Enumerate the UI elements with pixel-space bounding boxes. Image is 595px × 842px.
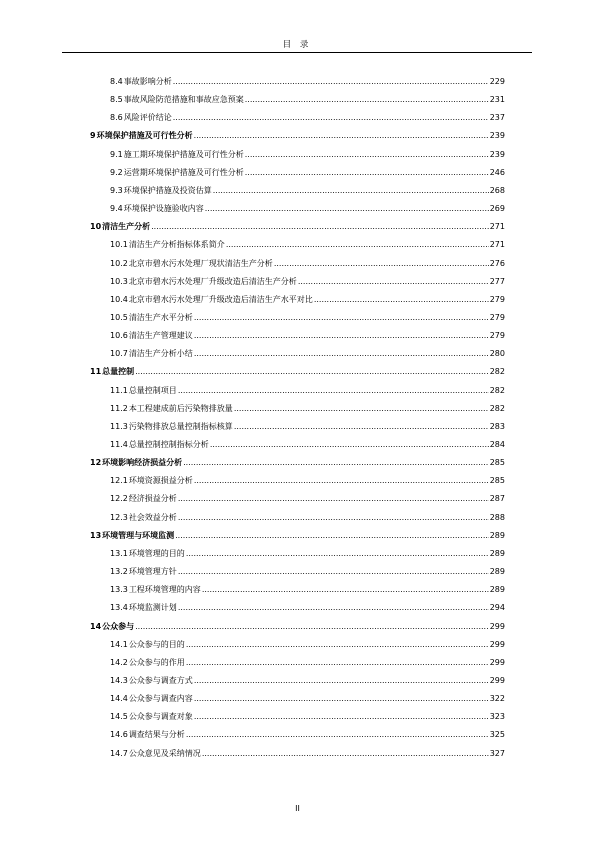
toc-entry-title: 风险评价结论 bbox=[123, 113, 172, 123]
toc-chapter-entry[interactable] bbox=[90, 621, 505, 633]
toc-entry-title: 社会效益分析 bbox=[128, 512, 177, 522]
toc-entry-number: 14 bbox=[90, 621, 102, 631]
toc-entry-title: 环境资源损益分析 bbox=[128, 476, 193, 486]
toc-entry-page: 299 bbox=[489, 639, 505, 649]
toc-entry-number: 14.7 bbox=[110, 748, 128, 758]
toc-entry-title: 公众参与的作用 bbox=[128, 657, 185, 667]
toc-entry-title: 本工程建成前后污染物排放量 bbox=[128, 403, 233, 413]
toc-entry-page: 327 bbox=[489, 748, 505, 758]
toc-entry-title: 公众参与的目的 bbox=[128, 639, 185, 649]
toc-entry-number: 14.1 bbox=[110, 639, 128, 649]
toc-entry-page: 239 bbox=[489, 131, 505, 141]
toc-entry-page: 246 bbox=[489, 167, 505, 177]
toc-leader-dots bbox=[151, 221, 489, 233]
toc-entry-page: 299 bbox=[489, 621, 505, 631]
toc-leader-dots bbox=[135, 366, 489, 378]
toc-entry-title: 公众参与 bbox=[102, 621, 135, 631]
toc-entry-page: 280 bbox=[489, 349, 505, 359]
toc-entry-title: 清洁生产水平分析 bbox=[128, 312, 193, 322]
toc-entry-number: 9 bbox=[90, 131, 96, 141]
toc-entry-page: 237 bbox=[489, 113, 505, 123]
toc-leader-dots bbox=[178, 566, 489, 578]
toc-entry-page: 299 bbox=[489, 675, 505, 685]
toc-entry-number: 13.4 bbox=[110, 603, 128, 613]
toc-entry-title: 环境管理与环境监测 bbox=[102, 530, 175, 540]
toc-entry-number: 10.5 bbox=[110, 312, 128, 322]
toc-section-entry[interactable] bbox=[110, 312, 505, 324]
toc-chapter-entry[interactable] bbox=[90, 130, 505, 142]
toc-entry-number: 9.4 bbox=[110, 204, 123, 214]
toc-leader-dots bbox=[173, 112, 489, 124]
toc-section-entry[interactable] bbox=[110, 239, 505, 251]
toc-entry-title: 总量控制 bbox=[102, 367, 135, 377]
page-number: II bbox=[295, 804, 300, 813]
toc-section-entry[interactable] bbox=[110, 566, 505, 578]
toc-entry-number: 11.4 bbox=[110, 440, 128, 449]
toc-entry-title: 施工期环境保护措施及可行性分析 bbox=[123, 149, 244, 159]
toc-section-entry[interactable] bbox=[110, 584, 505, 596]
toc-entry-title: 总量控制控制指标分析 bbox=[128, 440, 209, 449]
toc-entry-page: 288 bbox=[489, 512, 505, 522]
toc-entry-title: 环境保护设施验收内容 bbox=[123, 204, 204, 214]
toc-entry-number: 12 bbox=[90, 458, 102, 468]
toc-entry-number: 12.1 bbox=[110, 476, 128, 486]
toc-entry-page: 294 bbox=[489, 603, 505, 613]
toc-entry-number: 13.3 bbox=[110, 585, 128, 595]
toc-section-entry[interactable] bbox=[110, 330, 505, 342]
toc-section-entry[interactable] bbox=[110, 149, 505, 161]
toc-section-entry[interactable] bbox=[110, 76, 505, 88]
toc-entry-number: 13.1 bbox=[110, 548, 128, 558]
toc-leader-dots bbox=[175, 530, 489, 542]
toc-leader-dots bbox=[186, 729, 489, 741]
toc-leader-dots bbox=[314, 294, 489, 306]
toc-entry-title: 公众参与调查内容 bbox=[128, 694, 193, 704]
toc-entry-page: 283 bbox=[489, 421, 505, 431]
toc-entry-number: 10 bbox=[90, 222, 102, 232]
toc-leader-dots bbox=[234, 403, 489, 415]
toc-leader-dots bbox=[245, 94, 489, 106]
toc-entry-page: 287 bbox=[489, 494, 505, 504]
toc-entry-page: 276 bbox=[489, 258, 505, 268]
toc-entry-number: 11.3 bbox=[110, 421, 128, 431]
toc-entry-title: 环境管理方针 bbox=[128, 567, 177, 577]
toc-entry-number: 8.6 bbox=[110, 113, 123, 123]
toc-entry-number: 14.6 bbox=[110, 730, 128, 740]
toc-entry-title: 清洁生产分析指标体系简介 bbox=[128, 240, 225, 250]
toc-entry-title: 清洁生产分析 bbox=[102, 222, 151, 232]
toc-chapter-entry[interactable] bbox=[90, 366, 505, 378]
toc-entry-number: 11 bbox=[90, 367, 102, 377]
toc-leader-dots bbox=[178, 512, 489, 524]
toc-entry-page: 279 bbox=[489, 312, 505, 322]
toc-entry-page: 289 bbox=[489, 548, 505, 558]
toc-entry-page: 284 bbox=[489, 440, 505, 449]
toc-section-entry[interactable] bbox=[110, 385, 505, 397]
toc-entry-title: 公众意见及采纳情况 bbox=[128, 748, 201, 758]
toc-entry-title: 经济损益分析 bbox=[128, 494, 177, 504]
toc-leader-dots bbox=[194, 348, 489, 360]
toc-leader-dots bbox=[213, 185, 489, 197]
toc-chapter-entry[interactable] bbox=[90, 221, 505, 233]
toc-leader-dots bbox=[194, 330, 489, 342]
toc-leader-dots bbox=[178, 385, 489, 397]
toc-section-entry[interactable] bbox=[110, 294, 505, 306]
toc-leader-dots bbox=[194, 693, 489, 705]
toc-entry-title: 环境影响经济损益分析 bbox=[102, 458, 183, 468]
toc-section-entry[interactable] bbox=[110, 693, 505, 705]
toc-entry-page: 325 bbox=[489, 730, 505, 740]
toc-entry-page: 282 bbox=[489, 367, 505, 377]
toc-leader-dots bbox=[234, 421, 489, 433]
toc-section-entry[interactable] bbox=[110, 185, 505, 197]
toc-entry-page: 271 bbox=[489, 222, 505, 232]
toc-leader-dots bbox=[186, 639, 489, 651]
toc-section-entry[interactable] bbox=[110, 748, 505, 760]
toc-entry-page: 289 bbox=[489, 530, 505, 540]
toc-entry-title: 总量控制项目 bbox=[128, 385, 177, 395]
toc-section-entry[interactable] bbox=[110, 112, 505, 124]
toc-leader-dots bbox=[210, 439, 489, 451]
toc-entry-page: 285 bbox=[489, 476, 505, 486]
toc-entry-number: 8.4 bbox=[110, 77, 123, 86]
toc-entry-number: 14.2 bbox=[110, 657, 128, 667]
toc-entry-number: 13 bbox=[90, 530, 102, 540]
toc-entry-page: 239 bbox=[489, 149, 505, 159]
toc-entry-number: 12.3 bbox=[110, 512, 128, 522]
toc-section-entry[interactable] bbox=[110, 203, 505, 215]
toc-entry-title: 污染物排放总量控制指标核算 bbox=[128, 421, 233, 431]
toc-entry-page: 231 bbox=[489, 95, 505, 105]
toc-entry-page: 323 bbox=[489, 712, 505, 722]
toc-section-entry[interactable] bbox=[110, 675, 505, 687]
toc-leader-dots bbox=[274, 258, 489, 270]
toc-leader-dots bbox=[186, 657, 489, 669]
toc-section-entry[interactable] bbox=[110, 276, 505, 288]
toc-leader-dots bbox=[245, 149, 489, 161]
toc-entry-page: 289 bbox=[489, 567, 505, 577]
toc-section-entry[interactable] bbox=[110, 639, 505, 651]
toc-entry-title: 北京市碧水污水处理厂现状清洁生产分析 bbox=[128, 258, 273, 268]
toc-entry-title: 环境保护措施及可行性分析 bbox=[96, 131, 193, 141]
toc-entry-number: 9.3 bbox=[110, 185, 123, 195]
toc-entry-number: 10.3 bbox=[110, 276, 128, 286]
toc-leader-dots bbox=[194, 675, 489, 687]
toc-entry-number: 9.1 bbox=[110, 149, 123, 159]
toc-leader-dots bbox=[178, 602, 489, 614]
toc-entry-number: 14.4 bbox=[110, 694, 128, 704]
toc-entry-page: 299 bbox=[489, 657, 505, 667]
toc-entry-page: 289 bbox=[489, 585, 505, 595]
toc-entry-page: 282 bbox=[489, 403, 505, 413]
toc-leader-dots bbox=[178, 493, 489, 505]
toc-section-entry[interactable] bbox=[110, 94, 505, 106]
toc-section-entry[interactable] bbox=[110, 167, 505, 179]
toc-leader-dots bbox=[226, 239, 489, 251]
toc-leader-dots bbox=[194, 130, 489, 142]
toc-entry-number: 11.2 bbox=[110, 403, 128, 413]
toc-entry-title: 公众参与调查对象 bbox=[128, 712, 193, 722]
toc-section-entry[interactable] bbox=[110, 602, 505, 614]
toc-section-entry[interactable] bbox=[110, 711, 505, 723]
toc-entry-number: 10.1 bbox=[110, 240, 128, 250]
toc-leader-dots bbox=[194, 711, 489, 723]
toc-section-entry[interactable] bbox=[110, 512, 505, 524]
toc-section-entry[interactable] bbox=[110, 475, 505, 487]
toc-section-entry[interactable] bbox=[110, 258, 505, 270]
toc-entry-title: 环境管理的目的 bbox=[128, 548, 185, 558]
toc-section-entry[interactable] bbox=[110, 439, 505, 451]
toc-entry-page: 279 bbox=[489, 331, 505, 341]
toc-entry-number: 13.2 bbox=[110, 567, 128, 577]
toc-leader-dots bbox=[202, 748, 489, 760]
toc-entry-title: 环境监测计划 bbox=[128, 603, 177, 613]
toc-leader-dots bbox=[202, 584, 489, 596]
toc-entry-number: 10.2 bbox=[110, 258, 128, 268]
toc-entry-page: 229 bbox=[489, 77, 505, 86]
toc-entry-number: 14.5 bbox=[110, 712, 128, 722]
toc-entry-number: 11.1 bbox=[110, 385, 128, 395]
header-divider bbox=[62, 52, 532, 53]
toc-leader-dots bbox=[135, 621, 489, 633]
toc-section-entry[interactable] bbox=[110, 493, 505, 505]
toc-leader-dots bbox=[205, 203, 489, 215]
toc-entry-page: 282 bbox=[489, 385, 505, 395]
toc-leader-dots bbox=[194, 475, 489, 487]
toc-entry-page: 269 bbox=[489, 204, 505, 214]
toc-entry-title: 事故影响分析 bbox=[123, 77, 172, 86]
toc-leader-dots bbox=[183, 457, 489, 469]
toc-leader-dots bbox=[245, 167, 489, 179]
toc-entry-title: 公众参与调查方式 bbox=[128, 675, 193, 685]
toc-entry-title: 事故风险防范措施和事故应急预案 bbox=[123, 95, 244, 105]
toc-section-entry[interactable] bbox=[110, 421, 505, 433]
toc-entry-page: 285 bbox=[489, 458, 505, 468]
toc-section-entry[interactable] bbox=[110, 657, 505, 669]
toc-entry-page: 279 bbox=[489, 294, 505, 304]
toc-leader-dots bbox=[173, 76, 489, 88]
toc-entry-title: 运营期环境保护措施及可行性分析 bbox=[123, 167, 244, 177]
toc-entry-number: 9.2 bbox=[110, 167, 123, 177]
toc-entry-page: 268 bbox=[489, 185, 505, 195]
toc-section-entry[interactable] bbox=[110, 403, 505, 415]
toc-entry-number: 10.4 bbox=[110, 294, 128, 304]
toc-section-entry[interactable] bbox=[110, 348, 505, 360]
toc-entry-title: 工程环境管理的内容 bbox=[128, 585, 201, 595]
toc-leader-dots bbox=[194, 312, 489, 324]
toc-leader-dots bbox=[186, 548, 489, 560]
toc-entry-title: 清洁生产管理建议 bbox=[128, 331, 193, 341]
toc-entry-number: 8.5 bbox=[110, 95, 123, 105]
toc-chapter-entry[interactable] bbox=[90, 457, 505, 469]
toc-entry-title: 北京市碧水污水处理厂升级改造后清洁生产水平对比 bbox=[128, 294, 313, 304]
toc-entry-title: 调查结果与分析 bbox=[128, 730, 185, 740]
toc-section-entry[interactable] bbox=[110, 729, 505, 741]
page-header-title: 目 录 bbox=[282, 40, 312, 50]
toc-entry-title: 北京市碧水污水处理厂升级改造后清洁生产分析 bbox=[128, 276, 297, 286]
toc-entry-title: 环境保护措施及投资估算 bbox=[123, 185, 212, 195]
toc-entry-number: 10.6 bbox=[110, 331, 128, 341]
toc-entry-title: 清洁生产分析小结 bbox=[128, 349, 193, 359]
toc-entry-page: 277 bbox=[489, 276, 505, 286]
toc-entry-number: 10.7 bbox=[110, 349, 128, 359]
toc-entry-page: 322 bbox=[489, 694, 505, 704]
toc-chapter-entry[interactable] bbox=[90, 530, 505, 542]
toc-entry-number: 14.3 bbox=[110, 675, 128, 685]
toc-entry-number: 12.2 bbox=[110, 494, 128, 504]
toc-section-entry[interactable] bbox=[110, 548, 505, 560]
toc-entry-page: 271 bbox=[489, 240, 505, 250]
toc-leader-dots bbox=[298, 276, 489, 288]
